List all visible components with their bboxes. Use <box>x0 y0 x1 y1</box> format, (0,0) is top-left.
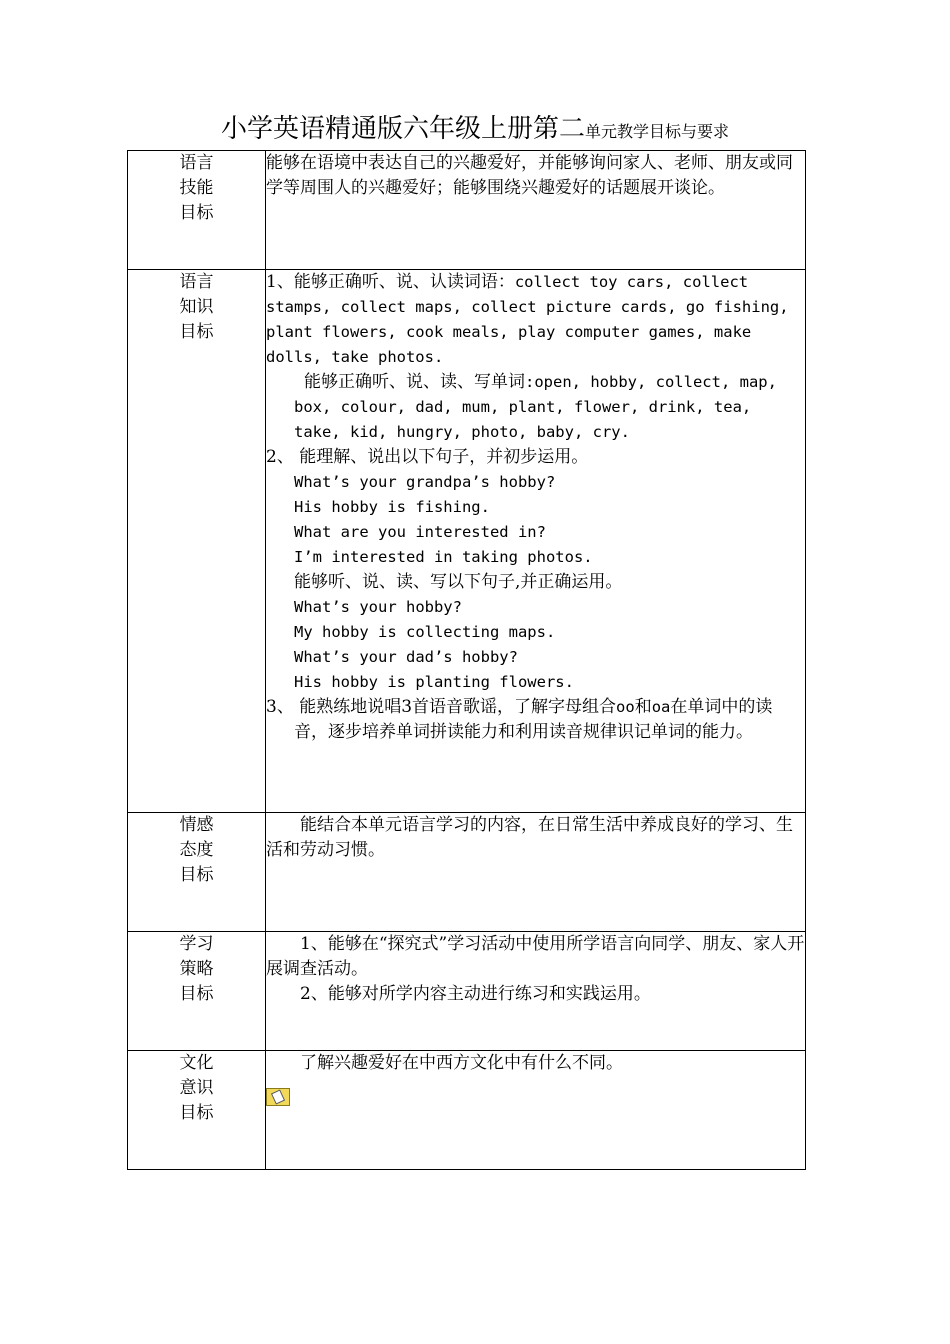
row-label-line: 目标 <box>179 322 214 342</box>
table-row <box>128 813 806 932</box>
content-line: 了解兴趣爱好在中西方文化中有什么不同。 <box>300 1053 623 1073</box>
content-line: My hobby is collecting maps. <box>294 623 556 641</box>
row-content <box>266 932 806 1051</box>
page-title <box>0 108 950 145</box>
row-label <box>128 270 266 813</box>
content-line: 1、能够正确听、说、认读词语：collect toy cars, collect stamps, collect maps, collect picture cards, go fishing, plant flowers, cook meals, play computer games, make dolls, take photos. <box>266 272 789 366</box>
row-content <box>266 151 806 270</box>
content-line: What are you interested in? <box>294 523 546 541</box>
title-suffix: 单元教学目标与要求 <box>585 122 730 141</box>
row-content <box>266 813 806 932</box>
row-label-line: 学习 <box>179 934 214 954</box>
row-label-line: 意识 <box>179 1078 214 1098</box>
table-row <box>128 151 806 270</box>
goals-table <box>127 150 806 1170</box>
row-label <box>128 932 266 1051</box>
content-line: 2、 能理解、说出以下句子，并初步运用。 <box>266 447 589 467</box>
content-line: I’m interested in taking photos. <box>294 548 593 566</box>
content-line: His hobby is fishing. <box>294 498 490 516</box>
row-content <box>266 1051 806 1170</box>
content-line: What’s your dad’s hobby? <box>294 648 518 666</box>
content-line: 1、能够在“探究式”学习活动中使用所学语言向同学、朋友、家人开展调查活动。 <box>266 934 805 979</box>
content-line: 能够正确听、说、读、写单词:open, hobby, collect, map, box, colour, dad, mum, plant, flower, drink, tea, take, kid, hungry, photo, baby, cry. <box>294 372 777 441</box>
row-label-line: 语言 <box>179 272 214 292</box>
content-line: 能够听、说、读、写以下句子,并正确运用。 <box>294 572 623 592</box>
content-line: What’s your hobby? <box>294 598 462 616</box>
row-label <box>128 1051 266 1170</box>
content-line: His hobby is planting flowers. <box>294 673 574 691</box>
document-edit-icon[interactable] <box>266 1088 290 1106</box>
row-label-line: 文化 <box>179 1053 214 1073</box>
row-label-line: 情感 <box>179 815 214 835</box>
row-label-line: 目标 <box>179 1103 214 1123</box>
table-row <box>128 1051 806 1170</box>
row-label-line: 态度 <box>179 840 214 860</box>
row-label <box>128 151 266 270</box>
row-label-line: 语言 <box>179 153 214 173</box>
row-content <box>266 270 806 813</box>
content-line: 3、 能熟练地说唱3首语音歌谣，了解字母组合oo和oa在单词中的读音，逐步培养单词拼读能力和利用读音规律识记单词的能力。 <box>266 697 773 742</box>
content-line: 能够在语境中表达自己的兴趣爱好，并能够询问家人、老师、朋友或同学等周围人的兴趣爱好；能够围绕兴趣爱好的话题展开谈论。 <box>266 153 793 198</box>
row-label <box>128 813 266 932</box>
row-label-line: 目标 <box>179 984 214 1004</box>
table-row <box>128 270 806 813</box>
row-label-line: 策略 <box>179 959 214 979</box>
row-label-line: 目标 <box>179 203 214 223</box>
title-main: 小学英语精通版六年级上册第二 <box>220 114 585 144</box>
content-line: 能结合本单元语言学习的内容，在日常生活中养成良好的学习、生活和劳动习惯。 <box>266 815 793 860</box>
table-row <box>128 932 806 1051</box>
content-line: What’s your grandpa’s hobby? <box>294 473 556 491</box>
content-line: 2、能够对所学内容主动进行练习和实践运用。 <box>300 984 651 1004</box>
row-label-line: 目标 <box>179 865 214 885</box>
row-label-line: 技能 <box>179 178 214 198</box>
row-label-line: 知识 <box>179 297 214 317</box>
